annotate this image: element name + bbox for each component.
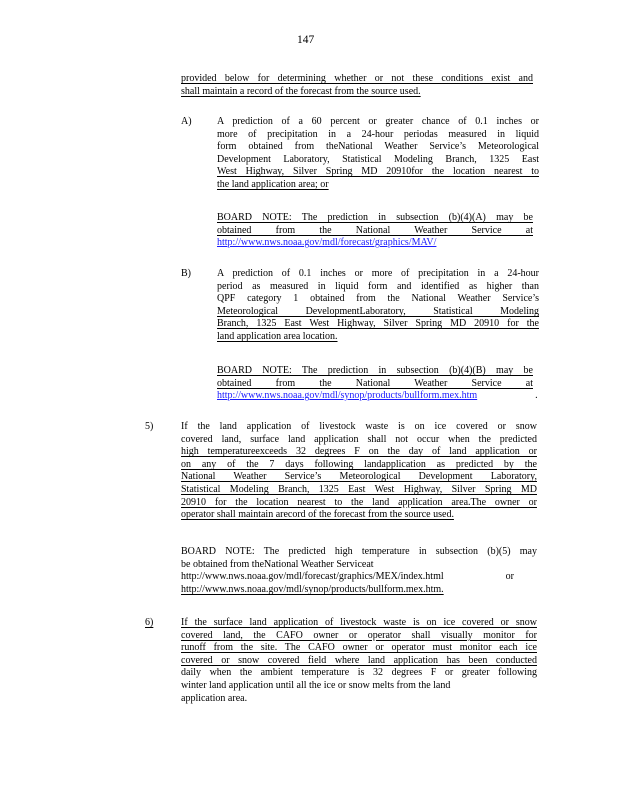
bullform-mex-url[interactable]: http://www.nws.noaa.gov/mdl/synop/products/bullform.mex.htm. [181, 583, 444, 595]
item-b-line: land application area location. [217, 330, 338, 342]
item-5-text [181, 421, 537, 522]
item-b-line: Meteorological DevelopmentLaboratory, Statistical Modeling [217, 305, 539, 317]
page-number: 147 [297, 34, 315, 46]
intro-paragraph [181, 73, 533, 98]
note-line: be obtained from theNational Weather Serviceat [181, 558, 374, 570]
item-6-line: winter land application until all the ice or snow melts from the land [181, 679, 451, 691]
mav-forecast-link[interactable]: http://www.nws.noaa.gov/mdl/forecast/graphics/MAV/ [217, 237, 437, 249]
item-5-line: Statistical Modeling Branch, 1325 East West Highway, Silver Spring MD [181, 483, 537, 495]
intro-line: provided below for determining whether or not these conditions exist and [181, 73, 533, 84]
item-b-line: QPF category 1 obtained from the National Weather Service’s [217, 293, 539, 305]
item-a-text [217, 116, 539, 192]
mex-forecast-url[interactable]: http://www.nws.noaa.gov/mdl/forecast/graphics/MEX/index.html [181, 571, 444, 583]
note-line: BOARD NOTE: The prediction in subsection (b)(4)(B) may be [217, 365, 533, 376]
item-6-line: runoff from the site. The CAFO owner or operator must monitor each ice [181, 642, 537, 654]
item-5-label: 5) [145, 421, 154, 432]
note-or: or [505, 571, 514, 583]
item-6-label: 6) [145, 617, 154, 628]
item-6-line: covered land, the CAFO owner or operator shall visually monitor for [181, 629, 537, 641]
item-6-line: If the surface land application of livestock waste is on ice covered or snow [181, 617, 537, 628]
item-6-text [181, 617, 537, 705]
item-b-text [217, 268, 539, 344]
item-b-label: B) [181, 268, 191, 279]
item-a-line: A prediction of a 60 percent or greater chance of 0.1 inches or [217, 116, 539, 127]
bullform-mex-link[interactable]: http://www.nws.noaa.gov/mdl/synop/products/bullform.mex.htm [217, 390, 478, 402]
item-a-line: Development Laboratory, Statistical Modeling Branch, 1325 East [217, 153, 539, 165]
item-b-line: period as measured in liquid form and identified as higher than [217, 280, 539, 292]
item-a-board-note [217, 212, 533, 250]
item-5-line: high temperatureexceeds 32 degrees F on the day of land application or [181, 446, 537, 458]
intro-line: shall maintain a record of the forecast from the source used. [181, 85, 421, 97]
note-line: BOARD NOTE: The prediction in subsection (b)(4)(A) may be [217, 212, 533, 223]
item-a-label: A) [181, 116, 192, 127]
item-5-line: National Weather Service’s Meteorological Development Laboratory, [181, 471, 537, 483]
note-trailing-period: . [535, 390, 538, 402]
note-line: obtained from the National Weather Service at [217, 377, 533, 389]
item-5-line: covered land, surface land application shall not occur when the predicted [181, 433, 537, 445]
item-a-line: the land application area; or [217, 178, 329, 190]
item-a-line: West Highway, Silver Spring MD 20910for the location nearest to [217, 166, 539, 178]
item-5-board-note [181, 546, 537, 596]
item-6-line: covered or snow covered field where land application has been conducted [181, 654, 537, 666]
item-a-line: form obtained from theNational Weather Service’s Meteorological [217, 141, 539, 153]
item-5-line: on any of the 7 days following landapplication as predicted by the [181, 458, 537, 470]
item-5-line: If the land application of livestock waste is on ice covered or snow [181, 421, 537, 432]
item-6-line: application area. [181, 692, 248, 704]
item-b-board-note [217, 365, 538, 403]
item-5-line: operator shall maintain arecord of the forecast from the source used. [181, 509, 454, 521]
item-5-line: 20910 for the location nearest to the land application area.The owner or [181, 496, 537, 508]
item-b-line: A prediction of 0.1 inches or more of precipitation in a 24-hour [217, 268, 539, 279]
item-a-line: more of precipitation in a 24-hour periodas measured in liquid [217, 128, 539, 140]
note-line: BOARD NOTE: The predicted high temperature in subsection (b)(5) may [181, 546, 537, 557]
item-6-line: daily when the ambient temperature is 32 degrees F or greater following [181, 667, 537, 679]
item-b-line: Branch, 1325 East West Highway, Silver Spring MD 20910 for the [217, 318, 539, 330]
note-line: obtained from the National Weather Service at [217, 224, 533, 236]
